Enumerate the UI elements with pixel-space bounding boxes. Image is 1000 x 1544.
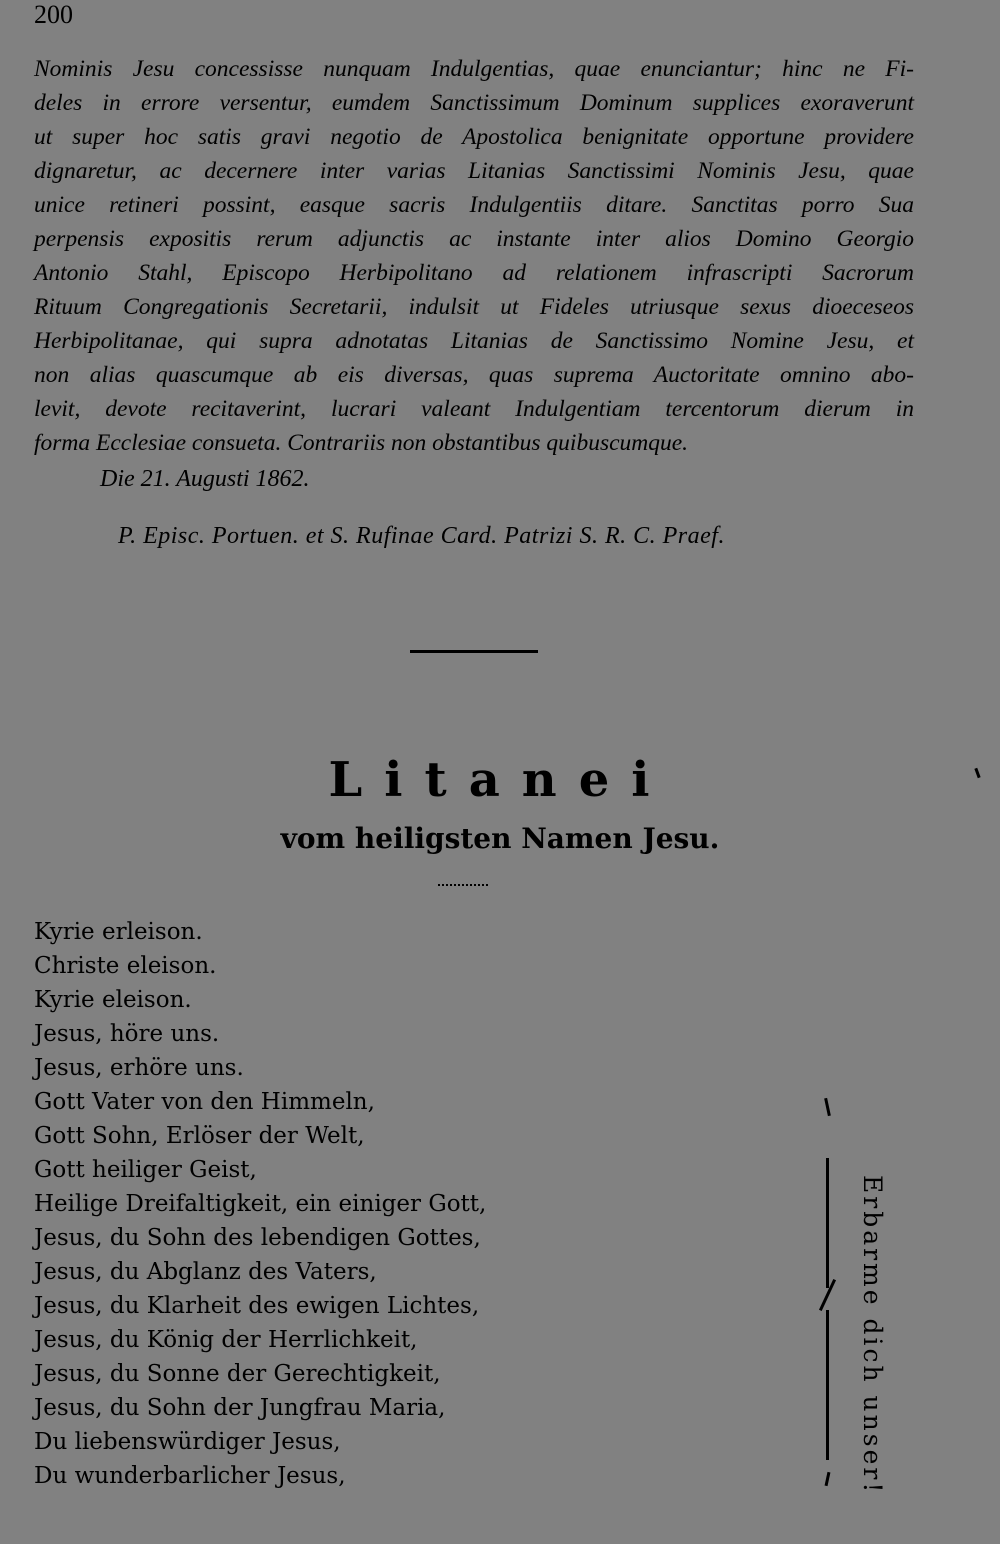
page-number: 200 (34, 0, 73, 29)
litany-subtitle: vom heiligsten Namen Jesu. (280, 822, 720, 855)
text-line: Herbipolitanae, qui supra adnotatas Litanias de Sanctissimo Nomine Jesu, et (34, 328, 914, 354)
litany-line: Jesus, höre uns. (34, 1021, 220, 1047)
litany-response: Erbarme dich unser! (858, 1175, 887, 1496)
decree-date: Die 21. Augusti 1862. (100, 466, 310, 492)
text-line: levit, devote recitaverint, lucrari valeant Indulgentiam tercentorum dierum in (34, 396, 914, 422)
brace-lower (826, 1310, 829, 1460)
brace-top-tick (824, 1098, 831, 1116)
decree-signature: P. Episc. Portuen. et S. Rufinae Card. Patrizi S. R. C. Praef. (118, 523, 725, 549)
litany-line: Jesus, du Abglanz des Vaters, (34, 1259, 377, 1285)
text-line: unice retineri possint, easque sacris Indulgentiis ditare. Sanctitas porro Sua (34, 192, 914, 218)
text-line-last: forma Ecclesiae consueta. Contrariis non obstantibus quibuscumque. (34, 430, 689, 456)
litany-line: Gott Sohn, Erlöser der Welt, (34, 1123, 365, 1149)
text-line: Rituum Congregationis Secretarii, indulsit ut Fideles utriusque sexus dioeceseos (34, 294, 914, 320)
text-line: perpensis expositis rerum adjunctis ac instante inter alios Domino Georgio (34, 226, 914, 252)
litany-line: Du liebenswürdiger Jesus, (34, 1429, 341, 1455)
litany-line: Jesus, du Sohn des lebendigen Gottes, (34, 1225, 481, 1251)
litany-title: Litanei (328, 752, 672, 808)
litany-line: Christe eleison. (34, 953, 217, 979)
litany-line: Jesus, du Klarheit des ewigen Lichtes, (34, 1293, 480, 1319)
litany-line: Jesus, du Sohn der Jungfrau Maria, (34, 1395, 446, 1421)
litany-line: Heilige Dreifaltigkeit, ein einiger Gott, (34, 1191, 487, 1217)
litany-line: Kyrie erleison. (34, 919, 203, 945)
text-line: deles in errore versentur, eumdem Sanctissimum Dominum supplices exoraverunt (34, 90, 914, 116)
litany-line: Jesus, erhöre uns. (34, 1055, 244, 1081)
litany-lines (34, 915, 774, 1493)
litany-line: Gott Vater von den Himmeln, (34, 1089, 375, 1115)
brace-upper (826, 1158, 829, 1288)
text-line: ut super hoc satis gravi negotio de Apostolica benignitate opportune providere (34, 124, 914, 150)
title-ornament (438, 884, 488, 888)
litany-line: Jesus, du König der Herrlichkeit, (34, 1327, 418, 1353)
text-line: dignaretur, ac decernere inter varias Litanias Sanctissimi Nominis Jesu, quae (34, 158, 914, 184)
brace-bottom-tick (825, 1472, 831, 1486)
text-line: Nominis Jesu concessisse nunquam Indulgentias, quae enunciantur; hinc ne Fi- (34, 56, 914, 82)
latin-decree-text (34, 52, 914, 460)
litany-line: Kyrie eleison. (34, 987, 192, 1013)
section-divider (410, 650, 538, 653)
text-line: non alias quascumque ab eis diversas, quas suprema Auctoritate omnino abo- (34, 362, 914, 388)
litany-line: Du wunderbarlicher Jesus, (34, 1463, 346, 1489)
text-line: Antonio Stahl, Episcopo Herbipolitano ad relationem infrascripti Sacrorum (34, 260, 914, 286)
litany-line: Jesus, du Sonne der Gerechtigkeit, (34, 1361, 441, 1387)
litany-line: Gott heiliger Geist, (34, 1157, 257, 1183)
